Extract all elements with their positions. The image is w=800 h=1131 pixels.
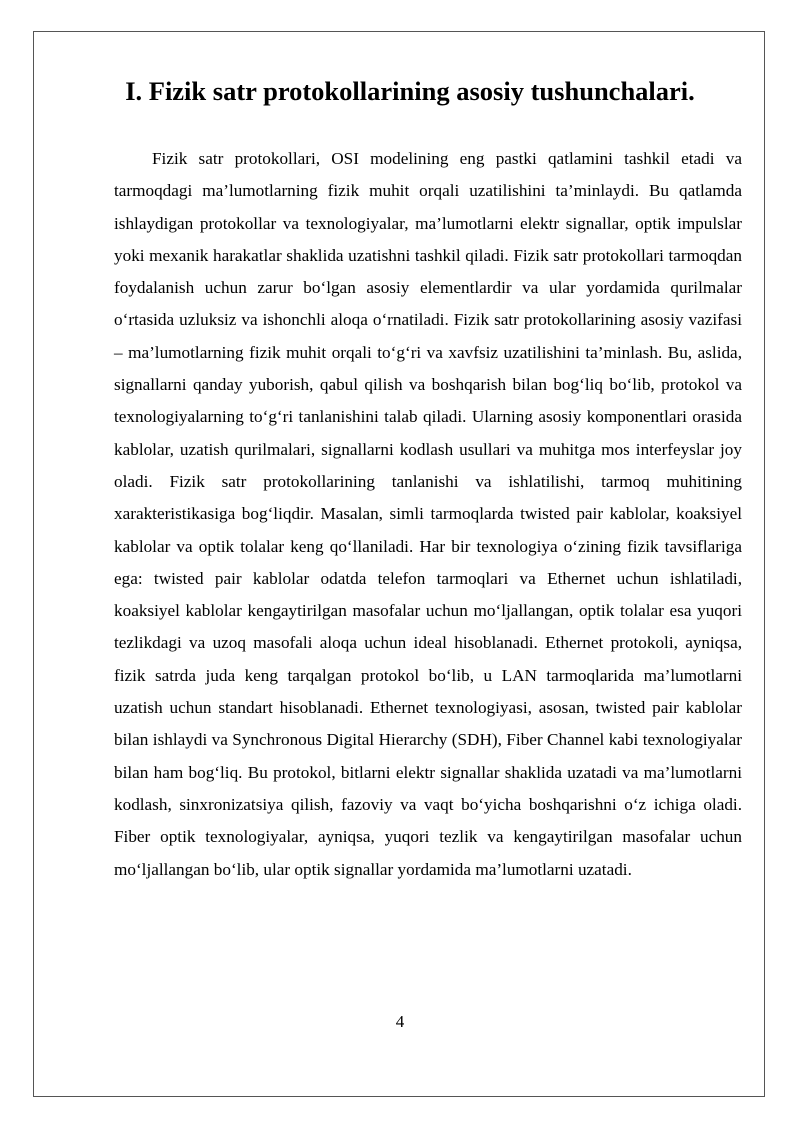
page-number: 4: [395, 1012, 405, 1031]
body-paragraph: Fizik satr protokollari, OSI modelining eng pastki qatlamini tashkil etadi va tarmoqdagi ma’lumotlarning fizik muhit orqali uzatilishini ta’minlaydi. Bu qatlamda ishlaydigan protokollar va texnologiyalar, ma’lumotlarni elektr signallar, optik impulslar yoki mexanik harakatlar shaklida uzatishni tashkil qiladi. Fizik satr protokollari tarmoqdan foydalanish uchun zarur bo‘lgan asosiy elementlardir va ular yordamida qurilmalar o‘rtasida uzluksiz va ishonchli aloqa o‘rnatiladi. Fizik satr protokollarining asosiy vazifasi – ma’lumotlarning fizik muhit orqali to‘g‘ri va xavfsiz uzatilishini ta’minlash. Bu, aslida, signallarni qanday yuborish, qabul qilish va boshqarish bilan bog‘liq bo‘lib, protokol va texnologiyalarning to‘g‘ri tanlanishini talab qiladi. Ularning asosiy komponentlari orasida kablolar, uzatish qurilmalari, signallarni kodlash usullari va muhitga mos interfeyslar joy oladi. Fizik satr protokollarining tanlanishi va ishlatilishi, tarmoq muhitining xarakteristikasiga bog‘liqdir. Masalan, simli tarmoqlarda twisted pair kablolar, koaksiyel kablolar va optik tolalar keng qo‘llaniladi. Har bir texnologiya o‘zining fizik tavsiflariga ega: twisted pair kablolar odatda telefon tarmoqlari va Ethernet uchun ishlatiladi, koaksiyel kablolar kengaytirilgan masofalar uchun mo‘ljallangan, optik tolalar esa yuqori tezlikdagi va uzoq masofali aloqa uchun ideal hisoblanadi. Ethernet protokoli, ayniqsa, fizik satrda juda keng tarqalgan protokol bo‘lib, u LAN tarmoqlarida ma’lumotlarni uzatish uchun standart hisoblanadi. Ethernet texnologiyasi, asosan, twisted pair kablolar bilan ishlaydi va Synchronous Digital Hierarchy (SDH), Fiber Channel kabi texnologiyalar bilan ham bog‘liq. Bu protokol, bitlarni elektr signallar shaklida uzatadi va ma’lumotlarni kodlash, sinxronizatsiya qilish, fazoviy va vaqt bo‘yicha boshqarishni o‘z ichiga oladi. Fiber optik texnologiyalar, ayniqsa, yuqori tezlik va kengaytirilgan masofalar uchun mo‘ljallangan bo‘lib, ular optik signallar yordamida ma’lumotlarni uzatadi.: [114, 149, 742, 879]
page-title: I. Fizik satr protokollarining asosiy tushunchalari.: [125, 76, 695, 106]
